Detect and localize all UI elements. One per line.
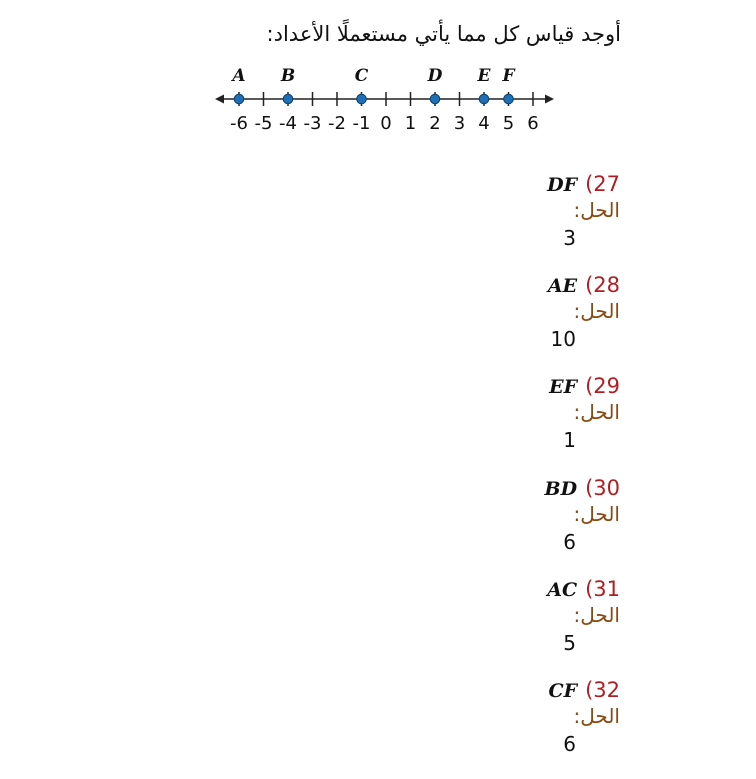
- tick-label: 2: [429, 113, 441, 134]
- tick-label: 6: [527, 113, 539, 134]
- problem-number: (30: [585, 475, 620, 500]
- tick-label: -3: [303, 113, 322, 134]
- problem-27: [420, 172, 620, 273]
- tick-label: -4: [279, 113, 297, 134]
- solution-label: الحل:: [573, 703, 620, 728]
- tick-label: 0: [380, 113, 392, 134]
- problem-number: (31: [585, 576, 620, 601]
- tick-label: -6: [230, 113, 248, 134]
- problem-number: (28: [585, 273, 620, 298]
- problem-number: (29: [585, 374, 620, 399]
- point-a: [234, 94, 244, 104]
- answer: 10: [550, 327, 576, 352]
- problem-31: [420, 577, 620, 678]
- point-label-a: A: [232, 66, 246, 86]
- solution-label: الحل:: [573, 602, 620, 627]
- tick-label: 1: [404, 113, 417, 134]
- point-e: [479, 94, 489, 104]
- point-f: [504, 94, 514, 104]
- tick-label: -1: [352, 113, 371, 134]
- problem-number: (32: [585, 677, 620, 702]
- problem-list: [420, 172, 620, 779]
- point-label-e: E: [477, 66, 491, 86]
- instruction-text: أوجد قياس كل مما يأتي مستعملًا الأعداد:: [266, 22, 621, 46]
- segment-name: AC: [547, 578, 578, 601]
- segment-name: AE: [547, 275, 578, 298]
- solution-label: الحل:: [573, 400, 620, 425]
- answer: 6: [563, 529, 576, 554]
- answer: 6: [563, 731, 576, 756]
- right-arrow-icon: [545, 95, 554, 104]
- answer: 5: [563, 630, 576, 655]
- tick-label: 4: [478, 113, 490, 134]
- point-label-c: C: [354, 66, 369, 86]
- problem-28: [420, 273, 620, 374]
- point-label-d: D: [427, 66, 443, 86]
- solution-label: الحل:: [573, 198, 620, 222]
- point-b: [283, 94, 293, 104]
- tick-label: -2: [328, 113, 346, 134]
- tick-label: 3: [453, 113, 466, 134]
- problem-29: [420, 374, 620, 475]
- problem-32: [420, 678, 620, 779]
- left-arrow-icon: [215, 95, 224, 104]
- segment-name: CF: [548, 679, 578, 702]
- segment-name: DF: [547, 174, 578, 196]
- solution-label: الحل:: [573, 299, 620, 324]
- problem-30: [420, 476, 620, 577]
- solution-label: الحل:: [573, 501, 620, 526]
- number-line: [210, 60, 560, 140]
- tick-label: -5: [254, 113, 273, 134]
- answer: 3: [563, 226, 576, 250]
- point-c: [357, 94, 367, 104]
- tick-label: 5: [502, 113, 515, 134]
- segment-name: BD: [544, 477, 578, 500]
- point-label-b: B: [280, 66, 296, 86]
- point-label-f: F: [502, 66, 515, 86]
- problem-number: (27: [585, 172, 620, 196]
- segment-name: EF: [549, 376, 578, 399]
- point-d: [430, 94, 440, 104]
- answer: 1: [563, 428, 576, 453]
